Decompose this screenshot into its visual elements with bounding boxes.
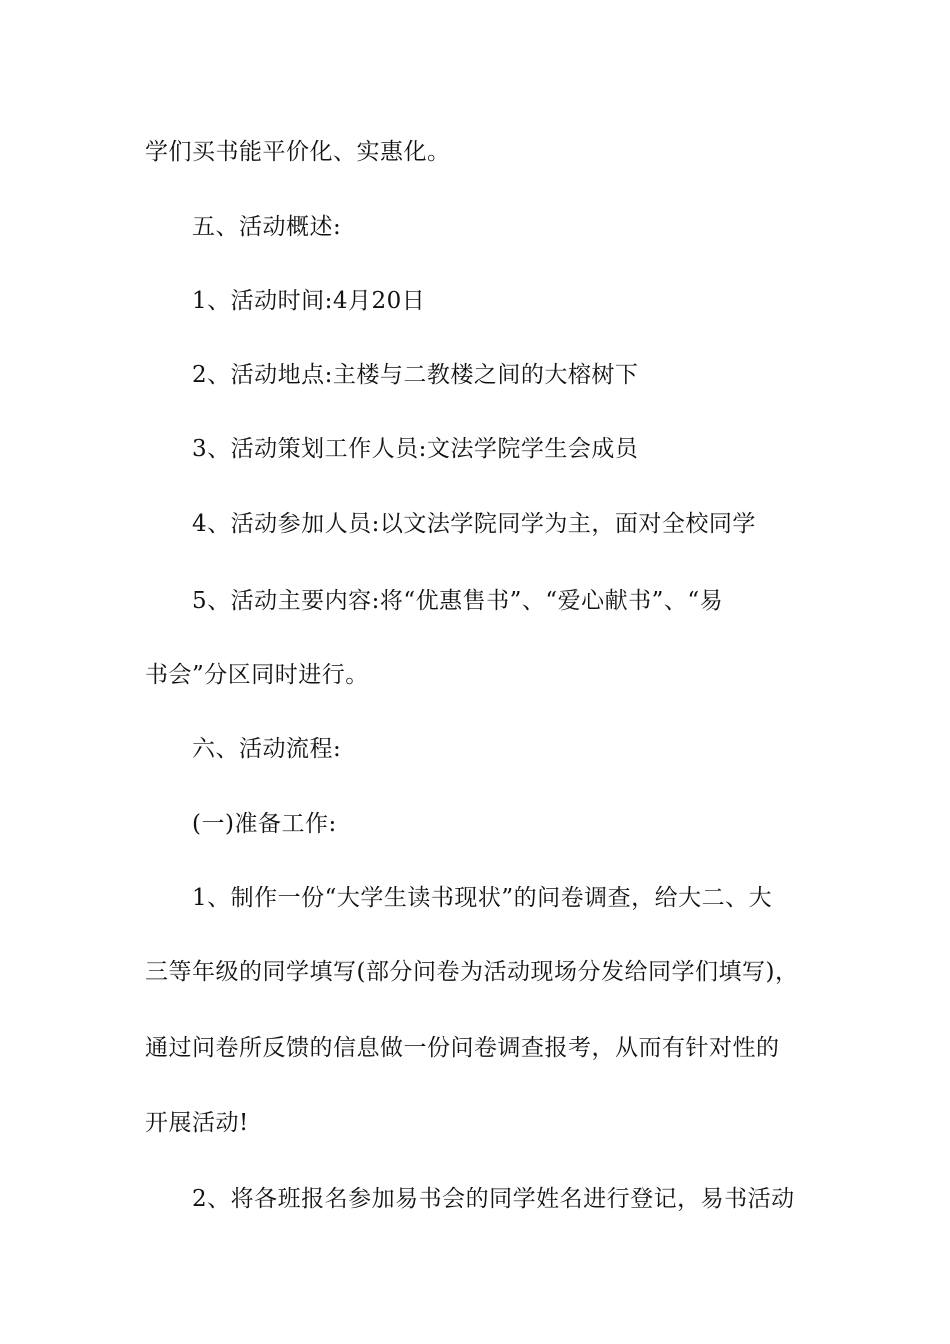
text-line: 开展活动! — [145, 1110, 249, 1136]
section-heading: 五、活动概述: — [192, 214, 342, 240]
list-item: 1、制作一份“大学生读书现状”的问卷调查，给大二、大 — [192, 885, 773, 911]
text-line: 三等年级的同学填写(部分问卷为活动现场分发给同学们填写)， — [145, 959, 799, 985]
text-line: 书会”分区同时进行。 — [145, 662, 369, 688]
text-line: 通过问卷所反馈的信息做一份问卷调查报考，从而有针对性的 — [145, 1035, 780, 1061]
subsection-heading: (一)准备工作: — [192, 811, 337, 837]
list-item: 5、活动主要内容:将“优惠售书”、“爱心献书”、“易 — [192, 588, 724, 614]
text-line: 学们买书能平价化、实惠化。 — [145, 139, 451, 165]
list-item: 3、活动策划工作人员:文法学院学生会成员 — [192, 436, 639, 462]
list-item: 2、将各班报名参加易书会的同学姓名进行登记，易书活动 — [192, 1186, 795, 1212]
section-heading: 六、活动流程: — [192, 736, 342, 762]
list-item: 2、活动地点:主楼与二教楼之间的大榕树下 — [192, 362, 639, 388]
list-item: 4、活动参加人员:以文法学院同学为主，面对全校同学 — [192, 511, 756, 537]
list-item: 1、活动时间:4月20日 — [192, 288, 426, 314]
